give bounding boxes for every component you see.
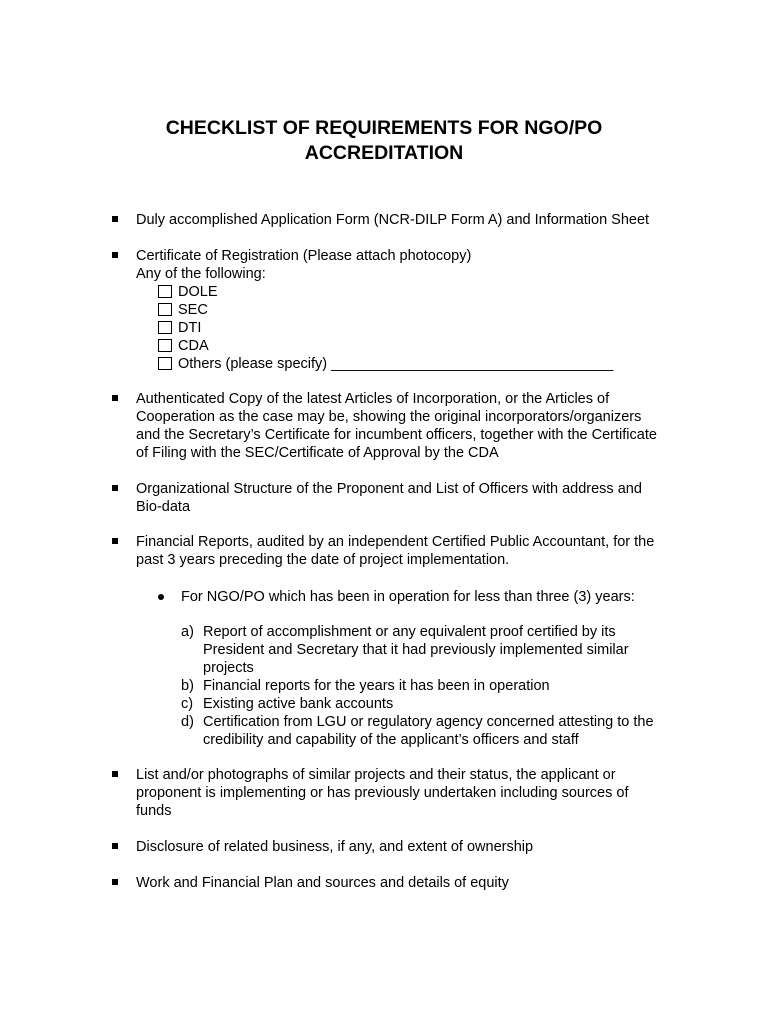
requirement-item-disclosure-business: Disclosure of related business, if any, and extent of ownership <box>136 839 534 855</box>
checkbox-option-sec[interactable]: SEC <box>158 301 208 319</box>
square-bullet-icon <box>112 879 118 885</box>
requirement-item-financial-reports: Financial Reports, audited by an independent Certified Public Accountant, for the past 3 years preceding the date of project implementation. <box>136 534 655 568</box>
square-bullet-icon <box>112 843 118 849</box>
title-line-1: CHECKLIST OF REQUIREMENTS FOR NGO/PO <box>165 117 603 139</box>
checkbox-icon[interactable] <box>158 357 172 370</box>
square-bullet-icon <box>112 485 118 491</box>
checkbox-icon[interactable] <box>158 321 172 334</box>
requirement-item-work-financial-plan: Work and Financial Plan and sources and details of equity <box>136 875 509 891</box>
checkbox-option-others[interactable]: Others (please specify) ___________________________________ <box>158 355 613 373</box>
requirement-item-similar-projects: List and/or photographs of similar projects and their status, the applicant or proponent is implementing or has previously undertaken including sources of funds <box>136 767 629 819</box>
square-bullet-icon <box>112 395 118 401</box>
checkbox-icon[interactable] <box>158 339 172 352</box>
requirement-item-articles-incorporation: Authenticated Copy of the latest Articles of Incorporation, or the Articles of Cooperation as the case may be, showing the original incorporators/organizers and the Secretary’s Certificate for incumbent officers, together with the Certificate of Filing with the SEC/Certificate of Approval by the CDA <box>136 391 657 461</box>
list-item: b) Financial reports for the years it has been in operation <box>181 678 550 694</box>
title-line-2: ACCREDITATION <box>304 142 464 164</box>
round-bullet-icon <box>158 594 164 600</box>
checkbox-icon[interactable] <box>158 303 172 316</box>
list-item: d) Certification from LGU or regulatory agency concerned attesting to the credibility and capability of the applicant’s officers and staff <box>181 714 654 748</box>
requirement-item-organizational-structure: Organizational Structure of the Proponent and List of Officers with address and Bio-data <box>136 481 642 515</box>
square-bullet-icon <box>112 538 118 544</box>
square-bullet-icon <box>112 252 118 258</box>
list-item: c) Existing active bank accounts <box>181 696 394 712</box>
square-bullet-icon <box>112 216 118 222</box>
checkbox-option-dole[interactable]: DOLE <box>158 283 218 301</box>
square-bullet-icon <box>112 771 118 777</box>
checkbox-icon[interactable] <box>158 285 172 298</box>
list-item: a) Report of accomplishment or any equivalent proof certified by its President and Secretary that it had previously implemented similar projects <box>181 624 629 676</box>
checkbox-option-cda[interactable]: CDA <box>158 337 209 355</box>
requirement-item-application-form: Duly accomplished Application Form (NCR-DILP Form A) and Information Sheet <box>136 212 650 228</box>
checkbox-option-dti[interactable]: DTI <box>158 319 201 337</box>
requirement-item-certificate-registration: Certificate of Registration (Please attach photocopy) Any of the following: <box>136 248 472 282</box>
sub-requirement-text: For NGO/PO which has been in operation for less than three (3) years: <box>181 589 635 605</box>
page-title <box>0 116 768 166</box>
